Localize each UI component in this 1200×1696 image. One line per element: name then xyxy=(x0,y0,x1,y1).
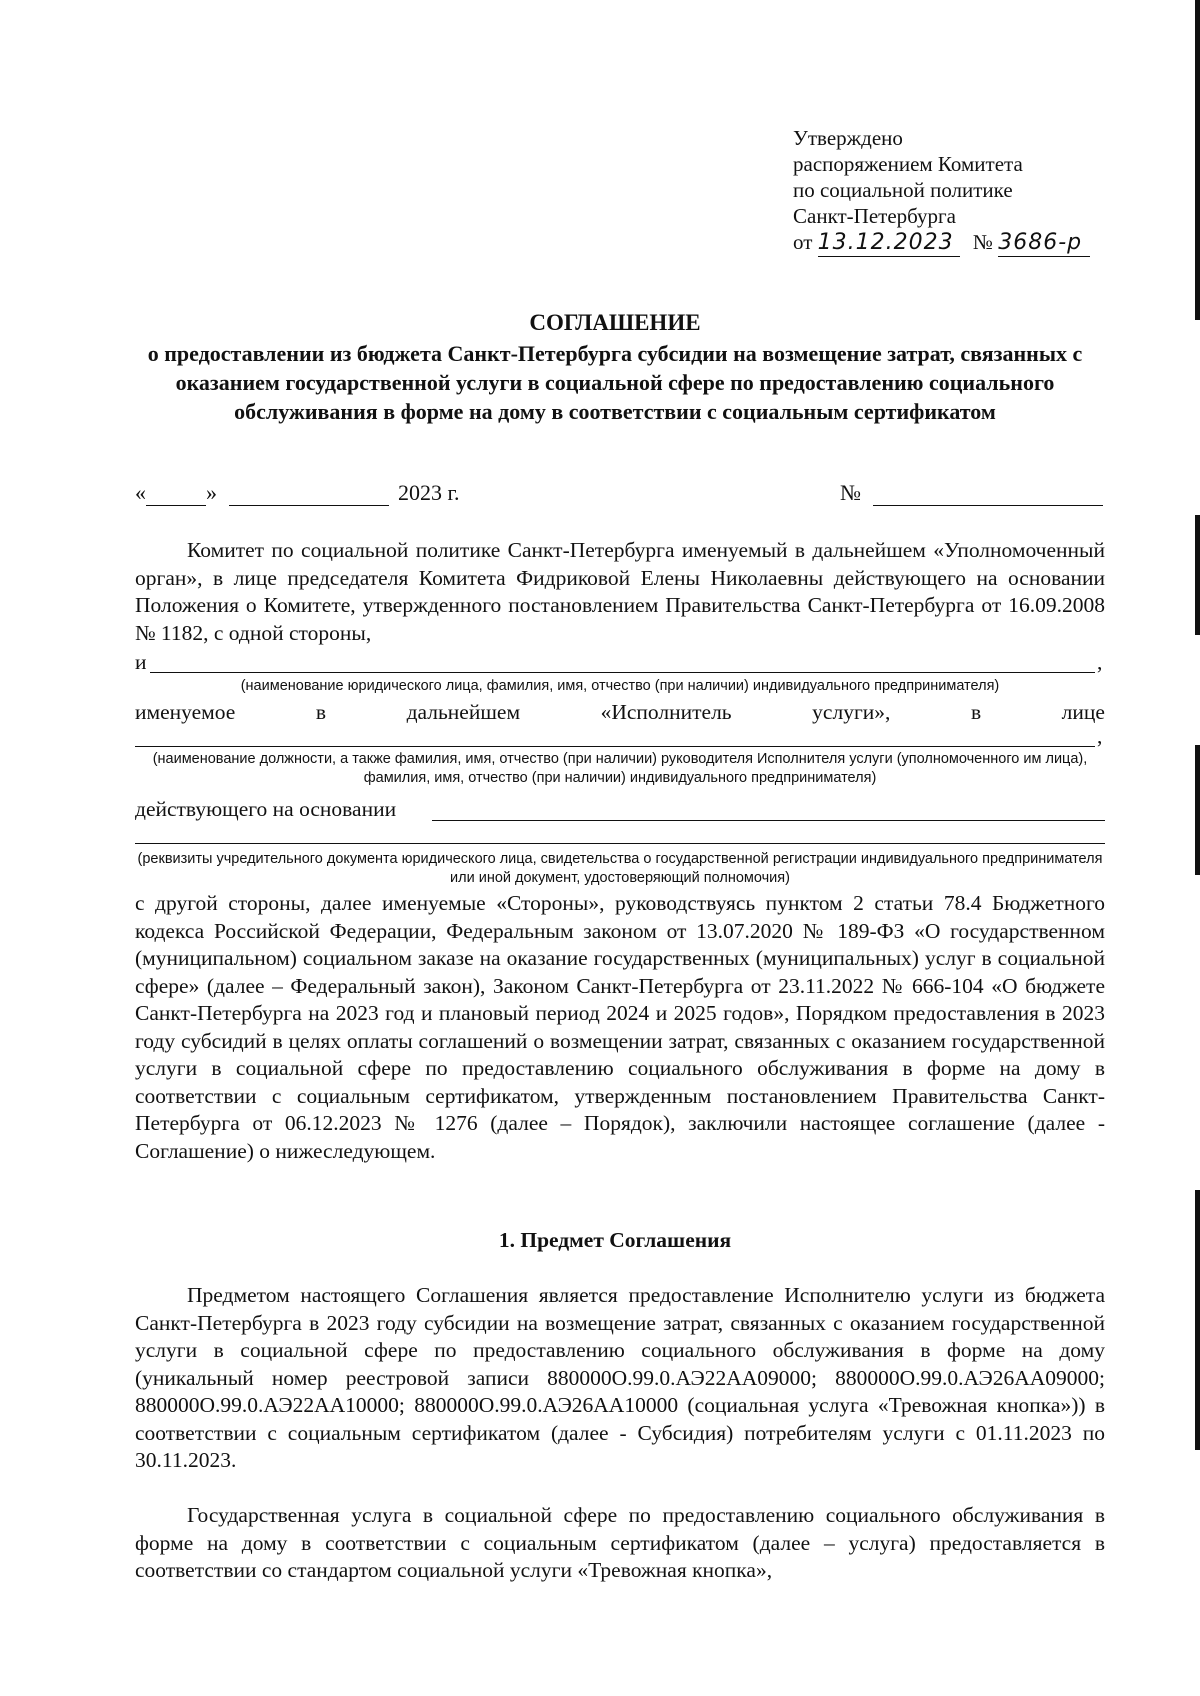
number-label: № xyxy=(972,230,993,254)
approval-line: Утверждено xyxy=(793,126,903,150)
agreement-number-blank xyxy=(873,483,1103,506)
named-word: услуги», xyxy=(812,700,891,724)
document-title: СОГЛАШЕНИЕ xyxy=(529,310,701,335)
named-word: в xyxy=(970,700,982,724)
scan-edge-mark xyxy=(1195,745,1200,875)
acting-basis-line-2 xyxy=(135,843,1105,844)
acting-label: действующего на основании xyxy=(135,797,397,821)
document-subtitle: о предоставлении из бюджета Санкт-Петербурга субсидии на возмещение затрат, связанных с оказанием государственной услуги в социальной сфере по предоставлению социального обслуживания в форме на дому в соответствии с социальным сертификатом xyxy=(147,341,1083,424)
agreement-number-label: № xyxy=(840,480,861,505)
representative-line xyxy=(135,746,1095,747)
quote-close: » xyxy=(206,480,217,505)
section-paragraph: Государственная услуга в социальной сфере по предоставлению социального обслуживания в форме на дому в соответствии с социальным сертификатом (далее – услуга) предоставляется в соответствии со стандартом социальной услуги «Тревожная кнопка», xyxy=(135,1503,1105,1582)
document-page: Утверждено распоряжением Комитета по социальной политике Санкт-Петербурга от 13.12.2023 № 3686-р СОГЛАШЕНИЕ о предоставлении из бюджета Санкт-Петербурга субсидии на возмещение затрат, связанных с оказанием государственной услуги в социальной сфере по предоставлению социального обслуживания в форме на дому в соответствии с социальным сертификатом « » 2023 г. № Комитет по социальной политике Санкт-Петербурга именуемый в дальнейшем «Уполномоченный орган», в лице председателя Комитета Фидриковой Елены Николаевны действующего на основании Положения о Комитете, утвержденного постановлением Правительства Санкт-Петербурга от 16.09.2008 № 1182, с одной стороны, и , (наименование юридического лица, фамилия, имя, отчество (при наличии) индивидуального предпринимателя) именуемое в дальнейшем «Исполнитель услуги», в лице , (наименование должности, а также фамилия, имя, отчество (при наличии) руководителя Исполнителя услуги (уполномоченного им лица), фамилия, имя, отчество (при наличии) индивидуального предпринимателя) действующего на основании (реквизиты учредительного документа юридического лица, свидетельства о государственной регистрации индивидуального предпринимателя или иной документ, удостоверяющий полномочия) с другой стороны, далее именуемые «Стороны», руководствуясь пунктом 2 статьи 78.4 Бюджетного кодекса Российской Федерации, Федеральным законом от 13.07.2020 № 189-ФЗ «О государственном (муниципальном) социальном заказе на оказание государственных (муниципальных) услуг в социальной сфере» (далее – Федеральный закон), Законом Санкт-Петербурга от 23.11.2022 № 666-104 «О бюджете Санкт-Петербурга на 2023 год и плановый период 2024 и 2025 годов», Порядком предоставления в 2023 году субсидий в целях оплаты соглашений о возмещении затрат, связанных с оказанием государственной услуги в социальной сфере по предоставлению социального обслуживания в форме на дому в соответствии с социальным сертификатом, утвержденным постановлением Правительства Санкт-Петербурга от 06.12.2023 № 1276 (далее – Порядок), заключили настоящее соглашение (далее - Соглашение) о нижеследующем. 1. Предмет Соглашения Предметом настоящего Соглашения является предоставление Исполнителю услуги из бюджета Санкт-Петербурга в 2023 году субсидии на возмещение затрат, связанных с оказанием государственной услуги в социальной сфере по предоставлению социального обслуживания в форме на дому (уникальный номер реестровой записи 880000О.99.0.АЭ22АА09000; 880000О.99.0.АЭ26АА09000; 880000О.99.0.АЭ22АА10000; 880000О.99.0.АЭ26АА10000 (социальная услуга «Тревожная кнопка»)) в соответствии с социальным сертификатом (далее - Субсидия) потребителям услуги с 01.11.2023 по 30.11.2023. Государственная услуга в социальной сфере по предоставлению социального обслуживания в форме на дому в соответствии с социальным сертификатом (далее – услуга) предоставляется в соответствии со стандартом социальной услуги «Тревожная кнопка», xyxy=(0,0,1200,1696)
continuation-paragraph: с другой стороны, далее именуемые «Стороны», руководствуясь пунктом 2 статьи 78.4 Бюджетного кодекса Российской Федерации, Федеральным законом от 13.07.2020 № 189-ФЗ «О государственном (муниципальном) социальном заказе на оказание государственных (муниципальных) услуг в социальной сфере» (далее – Федеральный закон), Законом Санкт-Петербурга от 23.11.2022 № 666-104 «О бюджете Санкт-Петербурга на 2023 год и плановый период 2024 и 2025 годов», Порядком предоставления в 2023 году субсидий в целях оплаты соглашений о возмещении затрат, связанных с оказанием государственной услуги в социальной сфере по предоставлению социального обслуживания в форме на дому в соответствии с социальным сертификатом, утвержденным постановлением Правительства Санкт-Петербурга от 06.12.2023 № 1276 (далее – Порядок), заключили настоящее соглашение (далее - Соглашение) о нижеследующем. xyxy=(135,891,1105,1163)
month-blank xyxy=(229,483,389,506)
executor-line xyxy=(150,672,1095,673)
approval-line: Санкт-Петербурга xyxy=(793,204,956,228)
approval-line: распоряжением Комитета xyxy=(793,152,1023,176)
handwritten-date: 13.12.2023 xyxy=(817,230,954,255)
named-word: в xyxy=(315,700,327,724)
scan-edge-mark xyxy=(1195,0,1200,320)
date-number-row xyxy=(135,480,1105,510)
named-word: лице xyxy=(1061,700,1105,724)
approval-date-number xyxy=(793,229,1133,257)
scan-edge-mark xyxy=(1195,515,1200,635)
executor-caption: (наименование юридического лица, фамилия, имя, отчество (при наличии) индивидуального предпринимателя) xyxy=(240,678,1000,694)
scan-edge-mark xyxy=(1195,1190,1200,1450)
year-text: 2023 г. xyxy=(398,480,460,505)
day-blank xyxy=(146,483,206,506)
and-label: и xyxy=(135,650,147,674)
named-word: именуемое xyxy=(135,700,236,724)
handwritten-number: 3686-р xyxy=(998,230,1083,255)
approval-block xyxy=(793,125,1133,257)
named-word: «Исполнитель xyxy=(600,700,732,724)
acting-basis-line xyxy=(432,820,1105,821)
documents-caption: (реквизиты учредительного документа юридического лица, свидетельства о государственной регистрации индивидуального предпринимателя или иной документ, удостоверяющий полномочия) xyxy=(137,851,1103,886)
from-label: от xyxy=(793,230,813,254)
section-paragraph: Предметом настоящего Соглашения является предоставление Исполнителю услуги из бюджета Санкт-Петербурга в 2023 году субсидии на возмещение затрат, связанных с оказанием государственной услуги в социальной сфере по предоставлению социального обслуживания в форме на дому (уникальный номер реестровой записи 880000О.99.0.АЭ22АА09000; 880000О.99.0.АЭ26АА09000; 880000О.99.0.АЭ22АА10000; 880000О.99.0.АЭ26АА10000 (социальная услуга «Тревожная кнопка»)) в соответствии с социальным сертификатом (далее - Субсидия) потребителям услуги с 01.11.2023 по 30.11.2023. xyxy=(135,1283,1105,1472)
approval-line: по социальной политике xyxy=(793,178,1013,202)
section-title: 1. Предмет Соглашения xyxy=(498,1228,732,1252)
representative-caption: (наименование должности, а также фамилия, имя, отчество (при наличии) руководителя Исполнителя услуги (уполномоченного им лица), фамилия, имя, отчество (при наличии) индивидуального предпринимателя) xyxy=(152,751,1088,786)
named-word: дальнейшем xyxy=(406,700,521,724)
quote-open: « xyxy=(135,480,146,505)
named-as-row xyxy=(135,700,1105,725)
intro-paragraph: Комитет по социальной политике Санкт-Петербурга именуемый в дальнейшем «Уполномоченный орган», в лице председателя Комитета Фидриковой Елены Николаевны действующего на основании Положения о Комитете, утвержденного постановлением Правительства Санкт-Петербурга от 16.09.2008 № 1182, с одной стороны, xyxy=(135,538,1105,645)
